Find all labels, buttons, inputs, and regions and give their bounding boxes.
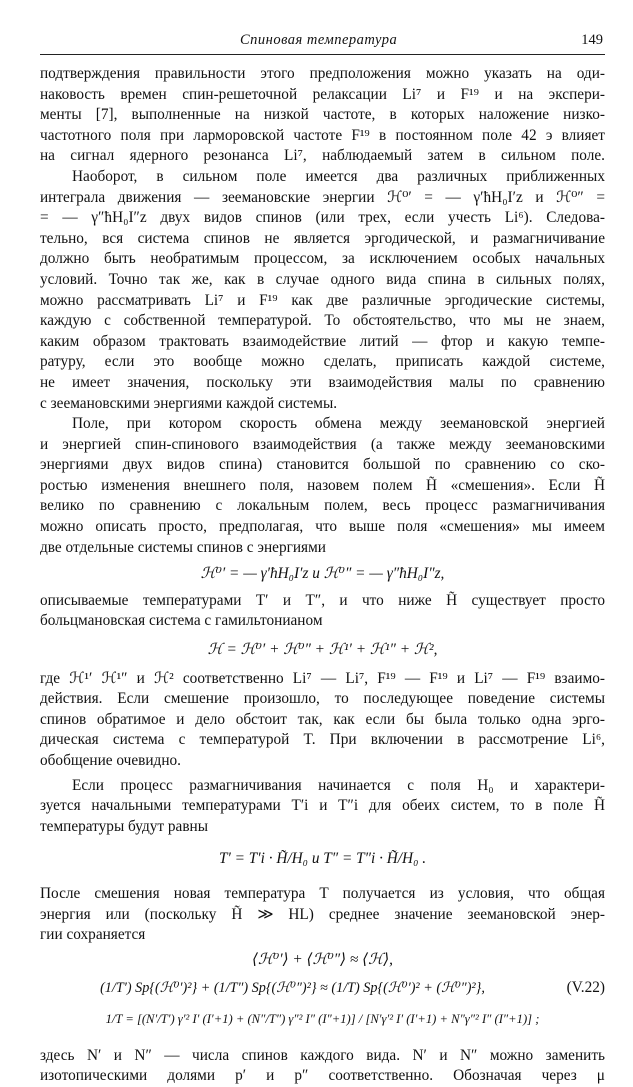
text-line: больцмановская система с гамильтонианом — [40, 612, 323, 630]
text-line: интеграла движения — зеемановские энергии ℋ⁰′ = — γ′ħH₀I′z и ℋ⁰″ = — [40, 188, 605, 206]
text-line: Наоборот, в сильном поле имеется два различных приближенных — [72, 167, 605, 185]
text-line: где ℋ¹′ ℋ¹″ и ℋ² соответственно Li⁷ — Li⁷, F¹⁹ — F¹⁹ и Li⁷ — F¹⁹ взаимо- — [40, 669, 605, 687]
text-line: энергиями двух видов спина) становится большой по сравнению со ско- — [40, 456, 605, 474]
text-line: изотопическими долями p′ и p″ соответственно. Обозначая через μ — [40, 1067, 605, 1085]
text-line: ратуру, если это вообще можно сделать, приписать каждой системе, — [40, 353, 605, 371]
text-line: две отдельные системы спинов с энергиями — [40, 538, 326, 556]
text-line: Если процесс размагничивания начинается с поля H₀ и характери- — [72, 776, 605, 794]
equation: 1/T = [(N′/T′) γ′² I′ (I′+1) + (N″/T″) γ″² I″ (I″+1)] / [N′γ′² I′ (I′+1) + N″γ″² I″ (I″+1)] ; — [105, 1011, 540, 1026]
text-line: гии сохраняется — [40, 926, 146, 944]
text-line: ростью изменения внешнего поля, назовем полем H̃ «смешения». Если H̃ — [40, 476, 605, 494]
text-line: должно быть необратимым процессом, за исключением особых начальных — [40, 250, 605, 268]
equation: (1/T′) Sp{(ℋ⁰′)²} + (1/T″) Sp{(ℋ⁰″)²} ≈ (1/T) Sp{(ℋ⁰′)² + (ℋ⁰″)²}, — [100, 980, 485, 997]
equation: ℋ = ℋ⁰′ + ℋ⁰″ + ℋ¹′ + ℋ¹″ + ℋ², — [207, 641, 438, 659]
running-title: Спиновая температура — [240, 32, 398, 48]
text-line: условий. Точно так же, как в случае одного вида спина в сильных полях, — [40, 270, 605, 288]
text-line: каким образом трактовать взаимодействие литий — фтор и какую темпе- — [40, 332, 605, 350]
text-line: После смешения новая температура T получается из условия, что общая — [40, 884, 605, 902]
text-line: тельно, вся система спинов не является эргодической, и размагничивание — [40, 229, 605, 247]
text-line: спинов обратимое и дело обстоит так, как если бы была только одна эрго- — [40, 710, 605, 728]
text-line: зуется начальными температурами T′i и T″i для обеих систем, то в поле H̃ — [40, 797, 605, 815]
text-line: велико по сравнению с локальным полем, весь процесс размагничивания — [40, 497, 605, 515]
text-line: действия. Если смешение произошло, то последующее поведение системы — [40, 690, 605, 708]
text-line: наковость времен спин-решеточной релаксации Li⁷ и F¹⁹ и на экспери- — [40, 85, 605, 103]
equation-number: (V.22) — [566, 979, 605, 997]
page-number: 149 — [581, 32, 603, 48]
text-line: можно рассматривать Li⁷ и F¹⁹ как две различные эргодические системы, — [40, 291, 605, 309]
numbered-equation — [40, 978, 605, 999]
text-line: описываемые температурами T′ и T″, и что ниже H̃ существует просто — [40, 591, 605, 609]
text-line: с зеемановскими энергиями каждой системы. — [40, 394, 338, 412]
text-line: = — γ″ħH₀I″z двух видов спинов (или трех, если учесть Li⁶). Следова- — [40, 209, 605, 227]
text-line: Поле, при котором скорость обмена между зеемановской энергией — [72, 415, 605, 433]
text-line: и энергией спин-спинового взаимодействия (а также между зеемановскими — [40, 435, 605, 453]
text-line: не имеет значения, поскольку эти взаимодействия малы по сравнению — [40, 373, 605, 391]
text-line: частотного поля при ларморовской частоте F¹⁹ в постоянном поле 42 э влияет — [40, 126, 605, 144]
text-line: каждую с собственной температурой. То обстоятельство, что мы не знаем, — [40, 312, 605, 330]
text-line: менты [7], выполненные на низкой частоте, в которых наложение низко- — [40, 106, 605, 124]
text-line: обобщение очевидно. — [40, 752, 182, 769]
text-line: дическая система с температурой T. При включении в рассмотрение Li⁶, — [40, 731, 605, 749]
text-line: здесь N′ и N″ — числа спинов каждого вида. N′ и N″ можно заменить — [40, 1046, 605, 1064]
text-line: температуры будут равны — [40, 817, 209, 835]
equation: T′ = T′i · H̃/H₀ и T″ = T″i · H̃/H₀ . — [218, 850, 427, 868]
text-line: подтверждения правильности этого предположения можно указать на оди- — [40, 65, 605, 82]
text-line: на сигнал ядерного резонанса Li⁷, наблюдаемый затем в сильном поле. — [40, 147, 605, 165]
page-header — [40, 30, 605, 55]
page-body — [40, 64, 605, 1087]
text-line: можно описать просто, предполагая, что выше поля «смешения» мы имеем — [40, 518, 605, 536]
equation: ⟨ℋ⁰′⟩ + ⟨ℋ⁰″⟩ ≈ ⟨ℋ⟩, — [252, 950, 393, 968]
text-line: энергия или (поскольку H̃ ≫ HL) среднее значение зеемановской энер- — [40, 905, 605, 923]
equation: ℋ⁰′ = — γ′ħH₀I′z и ℋ⁰″ = — γ″ħH₀I″z, — [200, 565, 445, 583]
